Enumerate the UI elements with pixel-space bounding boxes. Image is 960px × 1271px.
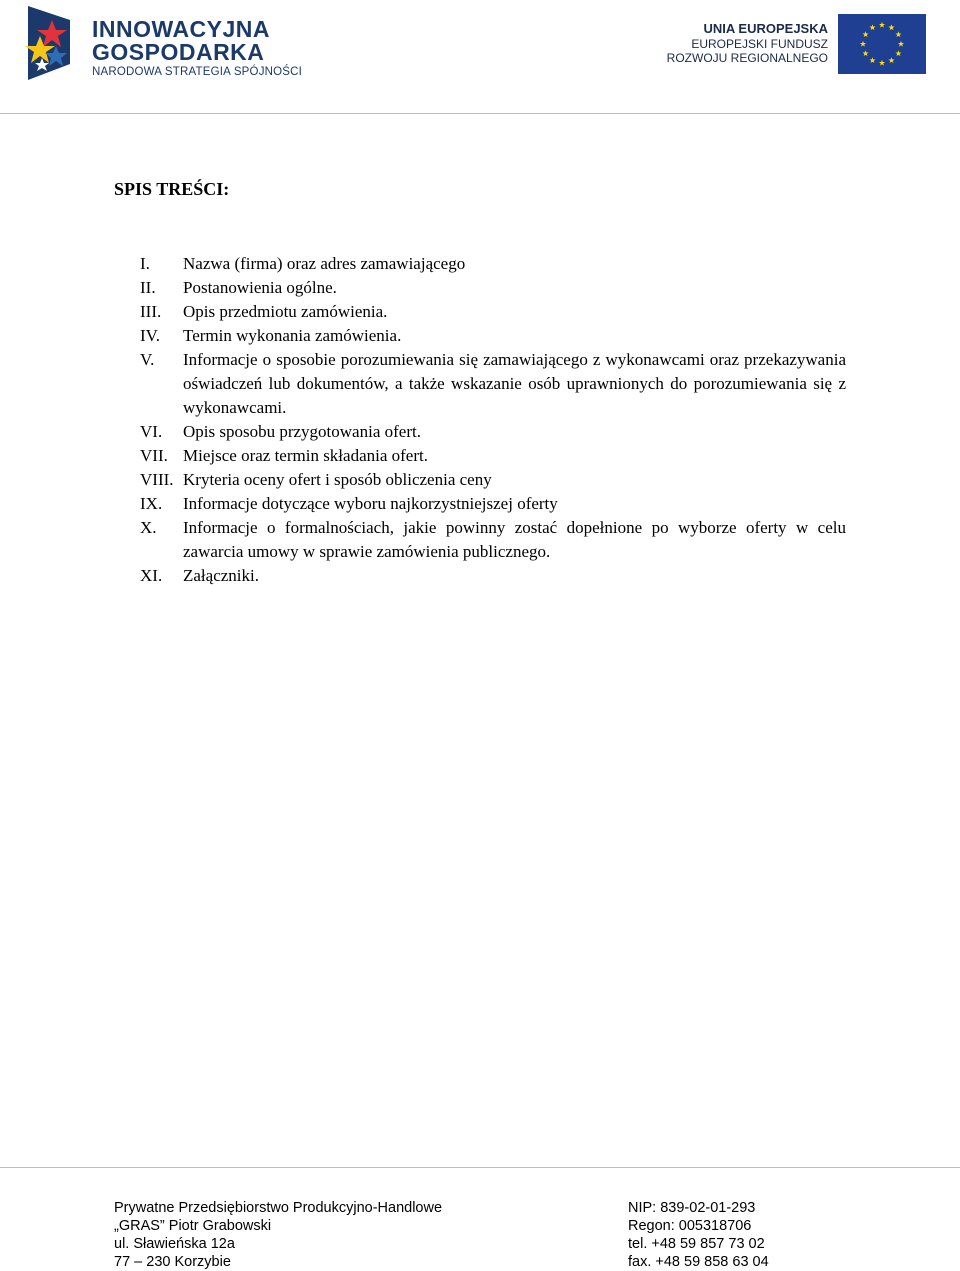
footer-line: tel. +48 59 857 73 02 [628, 1236, 765, 1252]
toc-item [140, 252, 846, 276]
page-header [0, 0, 960, 115]
toc-item-text: Opis sposobu przygotowania ofert. [183, 422, 421, 441]
toc-item-text: Nazwa (firma) oraz adres zamawiającego [183, 254, 466, 273]
toc-item-number: V. [140, 350, 155, 369]
toc-item-number: II. [140, 278, 156, 297]
toc-item [140, 300, 846, 324]
eu-flag-icon [838, 14, 926, 74]
toc-item-text: Postanowienia ogólne. [183, 278, 337, 297]
toc-item-text: Opis przedmiotu zamówienia. [183, 302, 388, 321]
logo-line-3: NARODOWA STRATEGIA SPÓJNOŚCI [92, 66, 303, 78]
toc-item-number: XI. [140, 566, 163, 585]
toc-item [140, 468, 846, 492]
toc-item-number: I. [140, 254, 150, 273]
toc-item-text: Załączniki. [183, 566, 259, 585]
innowacyjna-gospodarka-logo-icon [22, 2, 82, 82]
logo-line-1: INNOWACYJNA [92, 16, 271, 42]
footer-line: Regon: 005318706 [628, 1218, 752, 1234]
toc-item-text: Informacje dotyczące wyboru najkorzystniejszej oferty [183, 494, 558, 513]
footer-line: NIP: 839-02-01-293 [628, 1200, 756, 1216]
toc-item-number: VII. [140, 446, 168, 465]
toc-item-text: Kryteria oceny ofert i sposób obliczenia ceny [183, 470, 492, 489]
footer-line: ul. Sławieńska 12a [114, 1236, 235, 1252]
toc-item-number: VIII. [140, 470, 174, 489]
toc-item-text: Informacje o sposobie porozumiewania się zamawiającego z wykonawcami oraz przekazywania oświadczeń lub dokumentów, a także wskazanie osób uprawnionych do porozumiewania się z wykonawcami. [183, 350, 846, 417]
eu-line-2: EUROPEJSKI FUNDUSZ [691, 36, 828, 51]
table-of-contents [140, 252, 846, 588]
toc-item-number: IV. [140, 326, 160, 345]
toc-item-number: IX. [140, 494, 163, 513]
header-divider [0, 113, 960, 114]
toc-item-number: VI. [140, 422, 163, 441]
footer-contact-info [628, 1199, 769, 1271]
footer-line: Prywatne Przedsiębiorstwo Produkcyjno-Handlowe [114, 1200, 443, 1216]
toc-item [140, 564, 846, 588]
footer-company-info [114, 1199, 442, 1271]
eu-line-3: ROZWOJU REGIONALNEGO [666, 51, 828, 65]
toc-item-text: Termin wykonania zamówienia. [183, 326, 402, 345]
footer-line: 77 – 230 Korzybie [114, 1254, 231, 1270]
page-title: SPIS TREŚCI: [114, 179, 230, 199]
toc-item [140, 492, 846, 516]
footer-divider [0, 1167, 960, 1168]
toc-item [140, 444, 846, 468]
eu-fund-wordmark [667, 22, 828, 66]
toc-item [140, 420, 846, 444]
toc-item-text: Miejsce oraz termin składania ofert. [183, 446, 428, 465]
toc-item [140, 276, 846, 300]
toc-item [140, 348, 846, 420]
innowacyjna-gospodarka-wordmark [92, 18, 302, 80]
toc-item [140, 516, 846, 564]
eu-line-1: UNIA EUROPEJSKA [703, 21, 828, 36]
toc-item-text: Informacje o formalnościach, jakie powinny zostać dopełnione po wyborze oferty w celu zawarcia umowy w sprawie zamówienia publicznego. [183, 518, 846, 561]
footer-line: fax. +48 59 858 63 04 [628, 1254, 769, 1270]
footer-line: „GRAS” Piotr Grabowski [114, 1218, 272, 1234]
toc-item [140, 324, 846, 348]
toc-item-number: X. [140, 518, 157, 537]
logo-line-2: GOSPODARKA [92, 39, 265, 65]
toc-item-number: III. [140, 302, 162, 321]
